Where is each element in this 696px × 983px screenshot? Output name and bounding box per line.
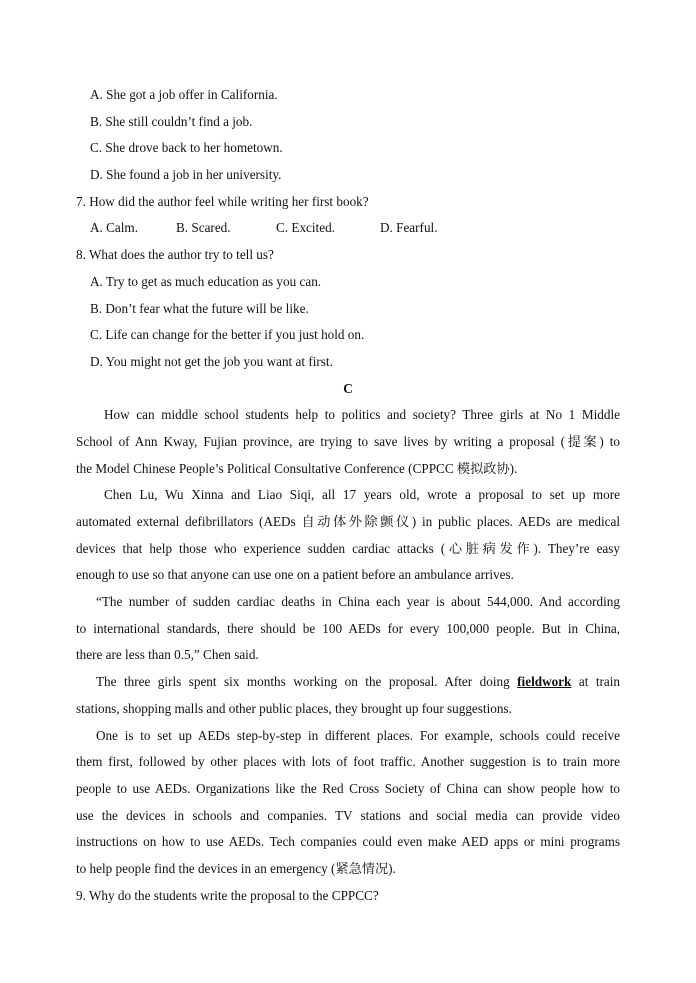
keyword-fieldwork: fieldwork [517, 674, 572, 690]
passage-text: at train [571, 674, 621, 690]
passage-line: to international standards, there should be 100 AEDs for every 100,000 people. But in China, [76, 620, 620, 636]
passage-paragraph-1 [76, 402, 620, 482]
q6-option-a: A. She got a job offer in California. [90, 87, 278, 102]
passage-line: devices that help those who experience sudden cardiac attacks (心脏病发作). They’re easy [76, 540, 620, 556]
q7-option-d: D. Fearful. [380, 220, 438, 236]
passage-paragraph-3 [76, 589, 620, 669]
q7-option-b: B. Scared. [176, 220, 231, 236]
passage-line: How can middle school students help to politics and society? Three girls at No 1 Middle [104, 407, 620, 423]
section-label: C [343, 380, 353, 396]
passage-line [76, 669, 620, 696]
q8-option-a: A. Try to get as much education as you can. [90, 273, 322, 289]
q6-option-c: C. She drove back to her hometown. [90, 140, 283, 156]
passage-line: there are less than 0.5,” Chen said. [76, 647, 259, 663]
passage-line: Chen Lu, Wu Xinna and Liao Siqi, all 17 years old, wrote a proposal to set up more [104, 487, 620, 503]
passage-line: One is to set up AEDs step-by-step in different places. For example, schools could receive [96, 727, 620, 743]
q8-question: 8. What does the author try to tell us? [76, 247, 274, 263]
passage-line: instructions on how to use AEDs. Tech companies could even make AED apps or mini programs [76, 834, 620, 850]
passage-paragraph-5 [76, 723, 620, 883]
passage-line: enough to use so that anyone can use one on a patient before an ambulance arrives. [76, 567, 514, 583]
passage-line: the Model Chinese People’s Political Consultative Conference (CPPCC 模拟政协). [76, 460, 518, 476]
passage-line: people to use AEDs. Organizations like the Red Cross Society of China can show people how to [76, 780, 620, 796]
q7-options [76, 215, 620, 242]
q6-option-d: D. She found a job in her university. [90, 167, 282, 183]
passage-line: use the devices in schools and companies. TV stations and social media can provide video [76, 807, 620, 823]
passage-line: them first, followed by other places with lots of foot traffic. Another suggestion is to train more [76, 754, 620, 770]
passage-paragraph-4 [76, 669, 620, 722]
q7-option-a: A. Calm. [90, 220, 138, 236]
q8-option-b: B. Don’t fear what the future will be like. [90, 300, 309, 316]
q9-question: 9. Why do the students write the proposal to the CPPCC? [76, 887, 379, 903]
exam-page [76, 82, 620, 909]
q8-option-d: D. You might not get the job you want at first. [90, 353, 333, 369]
q6-option-b: B. She still couldn’t find a job. [90, 113, 253, 129]
passage-line: School of Ann Kway, Fujian province, are trying to save lives by writing a proposal (提案) to [76, 433, 620, 449]
q8-option-c: C. Life can change for the better if you just hold on. [90, 327, 365, 343]
q7-option-c: C. Excited. [276, 220, 335, 236]
passage-line: automated external defibrillators (AEDs 自动体外除颤仪) in public places. AEDs are medical [76, 514, 620, 529]
passage-line: stations, shopping malls and other public places, they brought up four suggestions. [76, 700, 512, 716]
q7-question: 7. How did the author feel while writing her first book? [76, 193, 369, 209]
passage-line: to help people find the devices in an emergency (紧急情况). [76, 860, 396, 876]
passage-paragraph-2 [76, 482, 620, 589]
passage-text: The three girls spent six months working on the proposal. After doing [96, 674, 518, 690]
passage-line: “The number of sudden cardiac deaths in China each year is about 544,000. And according [96, 594, 620, 610]
